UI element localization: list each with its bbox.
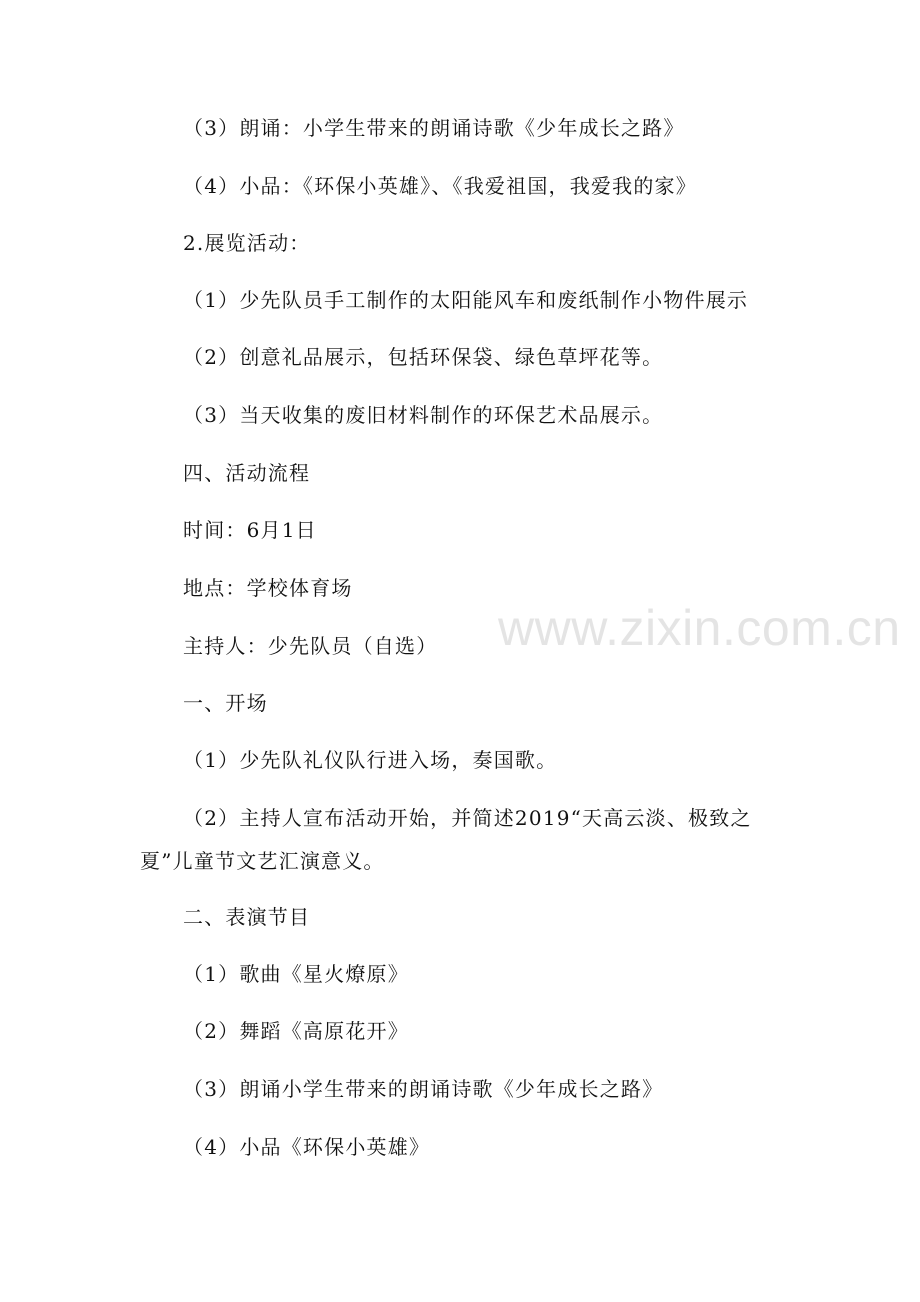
section-heading-exhibition: 2.展览活动： (183, 231, 311, 255)
event-location: 地点：学校体育场 (183, 576, 353, 600)
event-host: 主持人：少先队员（自选） (183, 634, 438, 658)
event-time: 时间：6月1日 (183, 518, 317, 542)
paragraph-exhibit-1: （1）少先队员手工制作的太阳能风车和废纸制作小物件展示 (183, 288, 749, 312)
section-heading-opening: 一、开场 (183, 691, 268, 715)
program-recitation: （3）朗诵小学生带来的朗诵诗歌《少年成长之路》 (183, 1077, 664, 1101)
paragraph-skits: （4）小品：《环保小英雄》、《我爱祖国，我爱我的家》 (183, 174, 697, 198)
paragraph-recitation: （3）朗诵：小学生带来的朗诵诗歌《少年成长之路》 (183, 116, 685, 140)
program-skit: （4）小品《环保小英雄》 (183, 1135, 431, 1159)
paragraph-exhibit-3: （3）当天收集的废旧材料制作的环保艺术品展示。 (183, 403, 664, 427)
paragraph-opening-2-continued: 夏”儿童节文艺汇演意义。 (140, 849, 385, 873)
program-dance: （2）舞蹈《高原花开》 (183, 1019, 409, 1043)
paragraph-opening-1: （1）少先队礼仪队行进入场，奏国歌。 (183, 748, 558, 772)
paragraph-exhibit-2: （2）创意礼品展示，包括环保袋、绿色草坪花等。 (183, 345, 664, 369)
section-heading-process: 四、活动流程 (183, 461, 311, 485)
program-song: （1）歌曲《星火燎原》 (183, 962, 409, 986)
site-watermark: www.zixin.com.cn (498, 600, 901, 656)
section-heading-performances: 二、表演节目 (183, 905, 311, 929)
paragraph-opening-2: （2）主持人宣布活动开始，并简述2019“天高云淡、极致之 (183, 806, 752, 830)
